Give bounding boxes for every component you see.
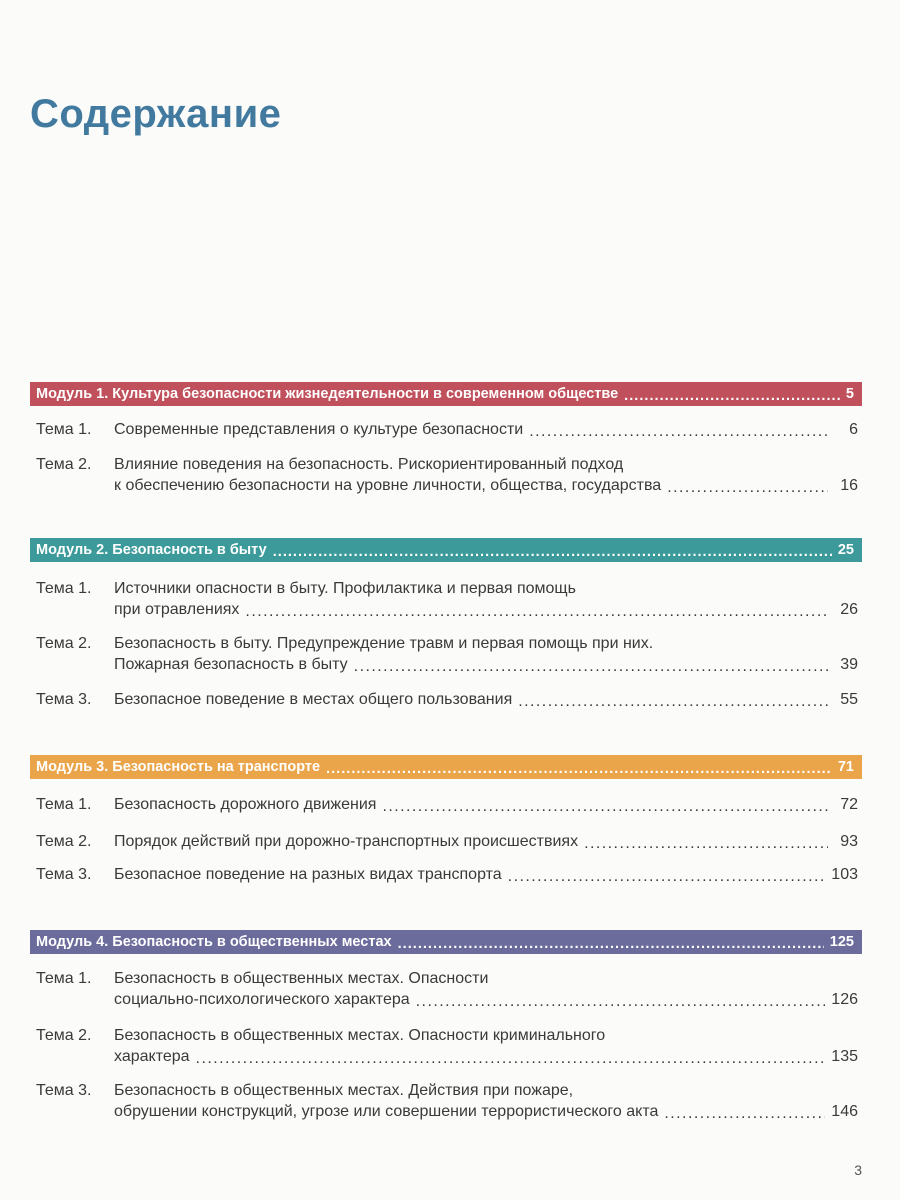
topic-title-line: Источники опасности в быту. Профилактика и первая помощь [114,580,576,597]
module-page: 5 [845,386,854,402]
topic-title-line: при отравлениях [114,601,240,618]
module-heading[interactable] [30,382,862,406]
topic-entry[interactable] [36,454,858,496]
topic-title-line: Пожарная безопасность в быту [114,656,348,673]
page-title: Содержание [30,92,282,136]
topic-entry[interactable] [36,864,858,885]
topic-title-line: Безопасность в быту. Предупреждение травм и первая помощь при них. [114,635,654,652]
topic-label: Тема 2. [36,1027,92,1044]
topic-page: 6 [849,421,858,438]
module-page: 71 [837,759,854,775]
dot-leader [518,691,828,712]
topic-title-line: социально-психологического характера [114,991,410,1008]
topic-page: 39 [840,656,858,673]
topic-title-line: Современные представления о культуре безопасности [114,421,524,438]
topic-label: Тема 2. [36,635,92,652]
topic-title-line: Влияние поведения на безопасность. Рискориентированный подход [114,456,624,473]
topic-label: Тема 1. [36,421,92,438]
topic-entry[interactable] [36,968,858,1010]
topic-title-line: Безопасность в общественных местах. Действия при пожаре, [114,1082,574,1099]
topic-page: 55 [840,691,858,708]
topic-page: 26 [840,601,858,618]
topic-title-line: Безопасное поведение на разных видах транспорта [114,866,502,883]
dot-leader [667,477,828,498]
topic-label: Тема 3. [36,691,92,708]
topic-page: 146 [831,1103,858,1120]
topic-page: 93 [840,833,858,850]
topic-entry[interactable] [36,419,858,440]
dot-leader [273,544,832,560]
topic-label: Тема 3. [36,866,92,883]
topic-page: 135 [831,1048,858,1065]
topic-entry[interactable] [36,1080,858,1122]
topic-entry[interactable] [36,633,858,675]
topic-page: 103 [831,866,858,883]
dot-leader [508,866,826,887]
topic-entry[interactable] [36,1025,858,1067]
dot-leader [664,1103,825,1124]
topic-title-line: к обеспечению безопасности на уровне личности, общества, государства [114,477,662,494]
module-title: Модуль 4. Безопасность в общественных местах [36,934,392,950]
module-page: 25 [837,542,854,558]
topic-page: 16 [840,477,858,494]
dot-leader [529,421,828,442]
dot-leader [624,388,840,404]
module-page: 125 [829,934,854,950]
module-title: Модуль 2. Безопасность в быту [36,542,267,558]
topic-entry[interactable] [36,689,858,710]
topic-entry[interactable] [36,578,858,620]
dot-leader [196,1048,826,1069]
dot-leader [398,936,824,952]
dot-leader [326,761,832,777]
topic-label: Тема 2. [36,833,92,850]
topic-title-line: Порядок действий при дорожно-транспортных происшествиях [114,833,579,850]
page-number: 3 [854,1162,862,1178]
module-title: Модуль 3. Безопасность на транспорте [36,759,321,775]
topic-label: Тема 1. [36,580,92,597]
topic-page: 72 [840,796,858,813]
module-heading[interactable] [30,930,862,954]
topic-entry[interactable] [36,831,858,852]
topic-label: Тема 1. [36,796,92,813]
module-heading[interactable] [30,755,862,779]
dot-leader [245,601,828,622]
topic-label: Тема 3. [36,1082,92,1099]
topic-title-line: Безопасное поведение в местах общего пользования [114,691,513,708]
topic-title-line: характера [114,1048,190,1065]
topic-title-line: Безопасность дорожного движения [114,796,377,813]
topic-entry[interactable] [36,794,858,815]
topic-page: 126 [831,991,858,1008]
module-heading[interactable] [30,538,862,562]
topic-title-line: обрушении конструкций, угрозе или совершении террористического акта [114,1103,659,1120]
module-title: Модуль 1. Культура безопасности жизнедеятельности в современном обществе [36,386,619,402]
dot-leader [584,833,828,854]
topic-label: Тема 2. [36,456,92,473]
topic-title-line: Безопасность в общественных местах. Опасности криминального [114,1027,606,1044]
dot-leader [382,796,828,817]
topic-label: Тема 1. [36,970,92,987]
topic-title-line: Безопасность в общественных местах. Опасности [114,970,489,987]
dot-leader [354,656,828,677]
dot-leader [416,991,826,1012]
